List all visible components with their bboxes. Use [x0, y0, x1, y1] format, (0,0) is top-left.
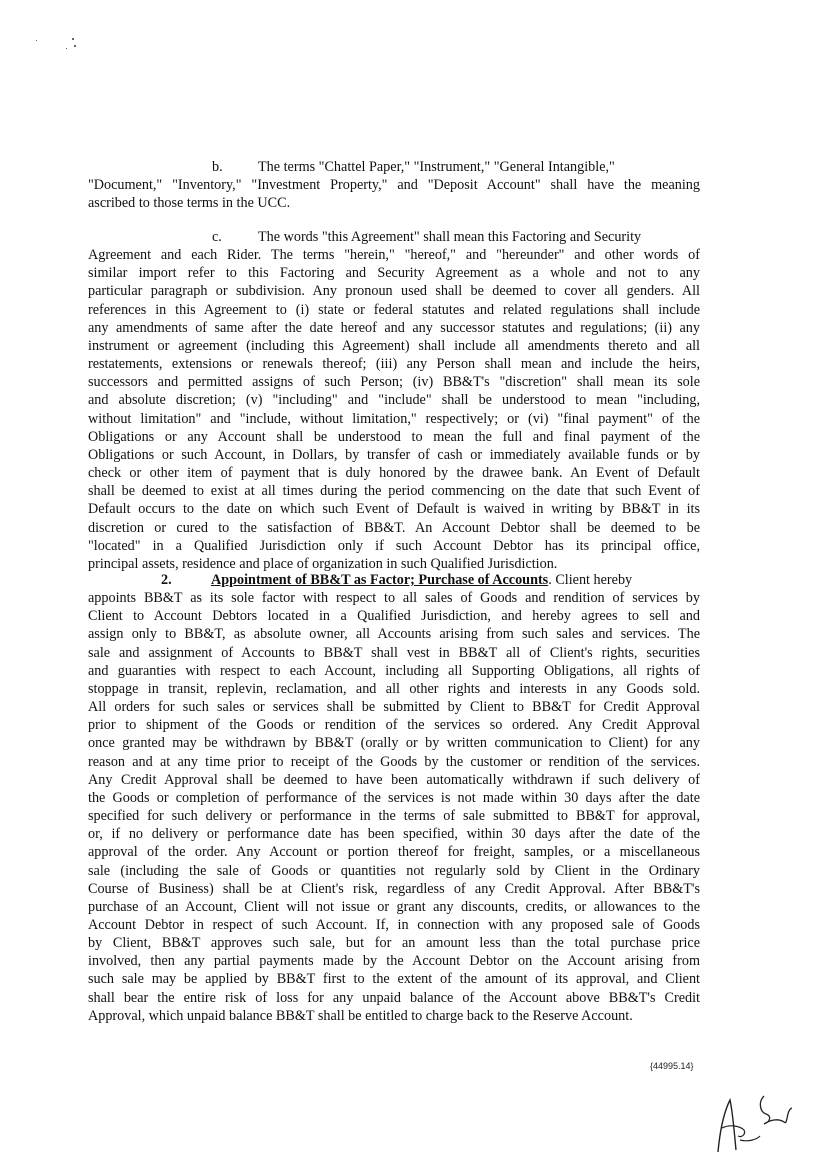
text-line: involved, then any partial payments made by the Account Debtor on the Account arising from — [88, 953, 700, 970]
section-2-heading-line — [88, 571, 700, 589]
text-line: assign only to BB&T, as absolute owner, all Accounts arising from such sales and services. The — [88, 626, 700, 643]
text-line: Any Credit Approval shall be deemed to have been automatically withdrawn if such delivery of — [88, 771, 700, 788]
text-line: reason and at any time prior to receipt of the Goods by the customer or rendition of the services. — [88, 753, 700, 770]
text-line: check or other item of payment that is duly honored by the drawee bank. An Event of Default — [88, 465, 700, 482]
text-line: Client to Account Debtors located in a Qualified Jurisdiction, and hereby agrees to sell and — [88, 608, 700, 625]
scan-speck — [74, 45, 76, 47]
scan-speck — [66, 48, 67, 49]
text-line: such sale may be applied by BB&T first to the extent of the amount of its approval, and Client — [88, 971, 700, 988]
text-line: prior to shipment of the Goods or rendition of the services so ordered. Any Credit Approval — [88, 717, 700, 734]
text-line: ascribed to those terms in the UCC. — [88, 195, 291, 212]
text-line: and guaranties with respect to each Account, including all Supporting Obligations, all rights of — [88, 662, 700, 679]
scan-speck — [36, 40, 37, 41]
text-line: Agreement and each Rider. The terms "herein," "hereof," and "hereunder" and other words of — [88, 247, 700, 264]
paragraph-c — [88, 228, 700, 573]
text-line: once granted may be withdrawn by BB&T (orally or by written communication to Client) for any — [88, 735, 700, 752]
text-line — [88, 158, 700, 176]
text-line: shall be deemed to exist at all times during the period commencing on the date that such Event of — [88, 483, 700, 500]
text-line — [88, 228, 700, 246]
text-line: by Client, BB&T approves such sale, but for an amount less than the total purchase price — [88, 935, 700, 952]
text-line: the Goods or completion of performance of the services is not made within 30 days after the date — [88, 789, 700, 806]
scan-speck — [72, 38, 74, 40]
handwritten-initials — [700, 1090, 800, 1156]
text-line: discretion or cured to the satisfaction of BB&T. An Account Debtor shall be deemed to be — [88, 519, 700, 536]
paragraph-b-marker: b. — [212, 159, 223, 175]
paragraph-b — [88, 158, 700, 212]
text-line: specified for such delivery or performance in the terms of sale submitted to BB&T for approval, — [88, 808, 700, 825]
text-line-content: The words "this Agreement" shall mean this Factoring and Security — [258, 229, 642, 245]
text-line: sale and assignment of Accounts to BB&T shall vest in BB&T all of Client's rights, securities — [88, 644, 700, 661]
text-line: Default occurs to the date on which such Event of Default is waived in writing by BB&T in its — [88, 501, 700, 518]
text-line: principal assets, residence and place of organization in such Qualified Jurisdiction. — [88, 555, 558, 572]
text-line: sale (including the sale of Goods or quantities not regularly sold by Client in the Ordinary — [88, 862, 700, 879]
text-line: Obligations or any Account shall be understood to mean the full and final payment of the — [88, 428, 700, 445]
text-line: and absolute discretion; (v) "including" and "include" shall be understood to mean "including, — [88, 392, 700, 409]
text-line: particular paragraph or subdivision. Any pronoun used shall be deemed to cover all genders. All — [88, 283, 700, 300]
text-line: similar import refer to this Factoring and Security Agreement as a whole and not to any — [88, 265, 700, 282]
text-line: Course of Business) shall be at Client's risk, regardless of any Credit Approval. After BB&T's — [88, 880, 700, 897]
text-line: successors and permitted assigns of such Person; (iv) BB&T's "discretion" shall mean its sole — [88, 374, 700, 391]
text-line: All orders for such sales or services shall be submitted by Client to BB&T for Credit Approval — [88, 699, 700, 716]
paragraph-c-marker: c. — [212, 229, 222, 245]
text-line: stoppage in transit, replevin, reclamation, and all other rights and interests in any Goods sold. — [88, 680, 700, 697]
text-line: appoints BB&T as its sole factor with respect to all sales of Goods and rendition of services by — [88, 590, 700, 607]
text-line: without limitation" and "include, without limitation," respectively; or (vi) "final payment" of the — [88, 410, 700, 427]
text-line: approval of the order. Any Account or portion thereof for freight, samples, or a miscellaneous — [88, 844, 700, 861]
text-line: instrument or agreement (including this Agreement) shall include all amendments thereto and all — [88, 337, 700, 354]
text-line: any amendments of same after the date hereof and any successor statutes and regulations; (ii) any — [88, 319, 700, 336]
document-id: {44995.14} — [650, 1061, 694, 1071]
text-line: or, if no delivery or performance date has been specified, within 30 days after the date of the — [88, 826, 700, 843]
text-line: Account Debtor in respect of such Account. If, in connection with any proposed sale of Goods — [88, 916, 700, 933]
section-2-number: 2. — [161, 572, 172, 588]
text-line: restatements, extensions or renewals thereof; (iii) any Person shall mean and include the heirs, — [88, 356, 700, 373]
text-line: references in this Agreement to (i) state or federal statutes and related regulations shall include — [88, 301, 700, 318]
section-2 — [88, 571, 700, 1025]
text-line: Approval, which unpaid balance BB&T shall be entitled to charge back to the Reserve Account. — [88, 1007, 633, 1024]
text-line: "Document," "Inventory," "Investment Property," and "Deposit Account" shall have the meaning — [88, 177, 700, 194]
section-2-heading: Appointment of BB&T as Factor; Purchase of Accounts — [211, 572, 549, 588]
section-2-heading-tail: . Client hereby — [548, 572, 633, 588]
text-line: purchase of an Account, Client will not issue or grant any discounts, credits, or allowances to the — [88, 898, 700, 915]
text-line: shall bear the entire risk of loss for any unpaid balance of the Account above BB&T's Credit — [88, 989, 700, 1006]
text-line: "located" in a Qualified Jurisdiction only if such Account Debtor has its principal office, — [88, 537, 700, 554]
text-line-content: The terms "Chattel Paper," "Instrument," "General Intangible," — [258, 159, 615, 175]
text-line: Obligations or such Account, in Dollars, by transfer of cash or immediately available funds or by — [88, 446, 700, 463]
